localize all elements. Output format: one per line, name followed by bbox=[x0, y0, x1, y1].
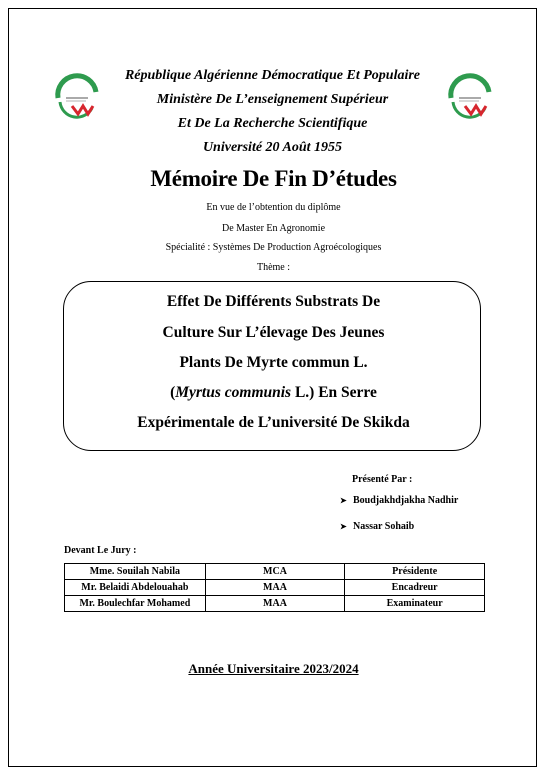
table-row bbox=[65, 596, 485, 612]
academic-year bbox=[0, 661, 547, 677]
theme-line-5: Expérimentale de L’université De Skikda bbox=[137, 414, 410, 431]
theme-line-3: Plants De Myrte commun L. bbox=[179, 354, 368, 371]
table-row bbox=[65, 580, 485, 596]
presented-by-label: Présenté Par : bbox=[352, 474, 413, 485]
subtitle-specialty: Spécialité : Systèmes De Production Agroécologiques bbox=[165, 242, 382, 253]
student-name: Nassar Sohaib bbox=[353, 521, 415, 532]
jury-grade: MAA bbox=[205, 596, 345, 612]
theme-serre: L.) En Serre bbox=[291, 384, 377, 401]
document-title: Mémoire De Fin D’études bbox=[150, 166, 397, 191]
jury-label: Devant Le Jury : bbox=[64, 545, 137, 556]
academic-year-text: Année Universitaire 2023/2024 bbox=[188, 661, 359, 676]
theme-line-2: Culture Sur L’élevage Des Jeunes bbox=[162, 324, 385, 341]
jury-grade: MAA bbox=[205, 580, 345, 596]
arrow-bullet-icon: ➤ bbox=[340, 522, 347, 531]
theme-line-1: Effet De Différents Substrats De bbox=[166, 293, 381, 310]
theme-paren: ( bbox=[170, 384, 176, 401]
theme-line-4 bbox=[0, 384, 547, 402]
student-1 bbox=[340, 495, 458, 506]
jury-role: Présidente bbox=[345, 564, 485, 580]
header-ministry: Ministère De L’enseignement Supérieur bbox=[156, 92, 389, 107]
subtitle-master: De Master En Agronomie bbox=[221, 223, 326, 234]
jury-name: Mr. Belaidi Abdelouahab bbox=[65, 580, 206, 596]
subtitle-diploma: En vue de l’obtention du diplôme bbox=[206, 202, 341, 213]
jury-role: Encadreur bbox=[345, 580, 485, 596]
student-name: Boudjakhdjakha Nadhir bbox=[353, 495, 459, 506]
arrow-bullet-icon: ➤ bbox=[340, 496, 347, 505]
header-republic: République Algérienne Démocratique Et Populaire bbox=[124, 68, 421, 83]
jury-name: Mme. Souilah Nabila bbox=[65, 564, 206, 580]
university-logo-right bbox=[445, 72, 495, 122]
institution-header bbox=[100, 64, 445, 160]
header-university: Université 20 Août 1955 bbox=[202, 140, 343, 155]
header-research: Et De La Recherche Scientifique bbox=[177, 116, 368, 131]
jury-role: Examinateur bbox=[345, 596, 485, 612]
jury-table bbox=[64, 563, 485, 612]
jury-grade: MCA bbox=[205, 564, 345, 580]
theme-label: Thème : bbox=[256, 262, 291, 273]
university-logo-left bbox=[52, 72, 102, 122]
table-row bbox=[65, 564, 485, 580]
jury-name: Mr. Boulechfar Mohamed bbox=[65, 596, 206, 612]
student-2 bbox=[340, 521, 414, 532]
theme-species: Myrtus communis bbox=[175, 384, 292, 401]
